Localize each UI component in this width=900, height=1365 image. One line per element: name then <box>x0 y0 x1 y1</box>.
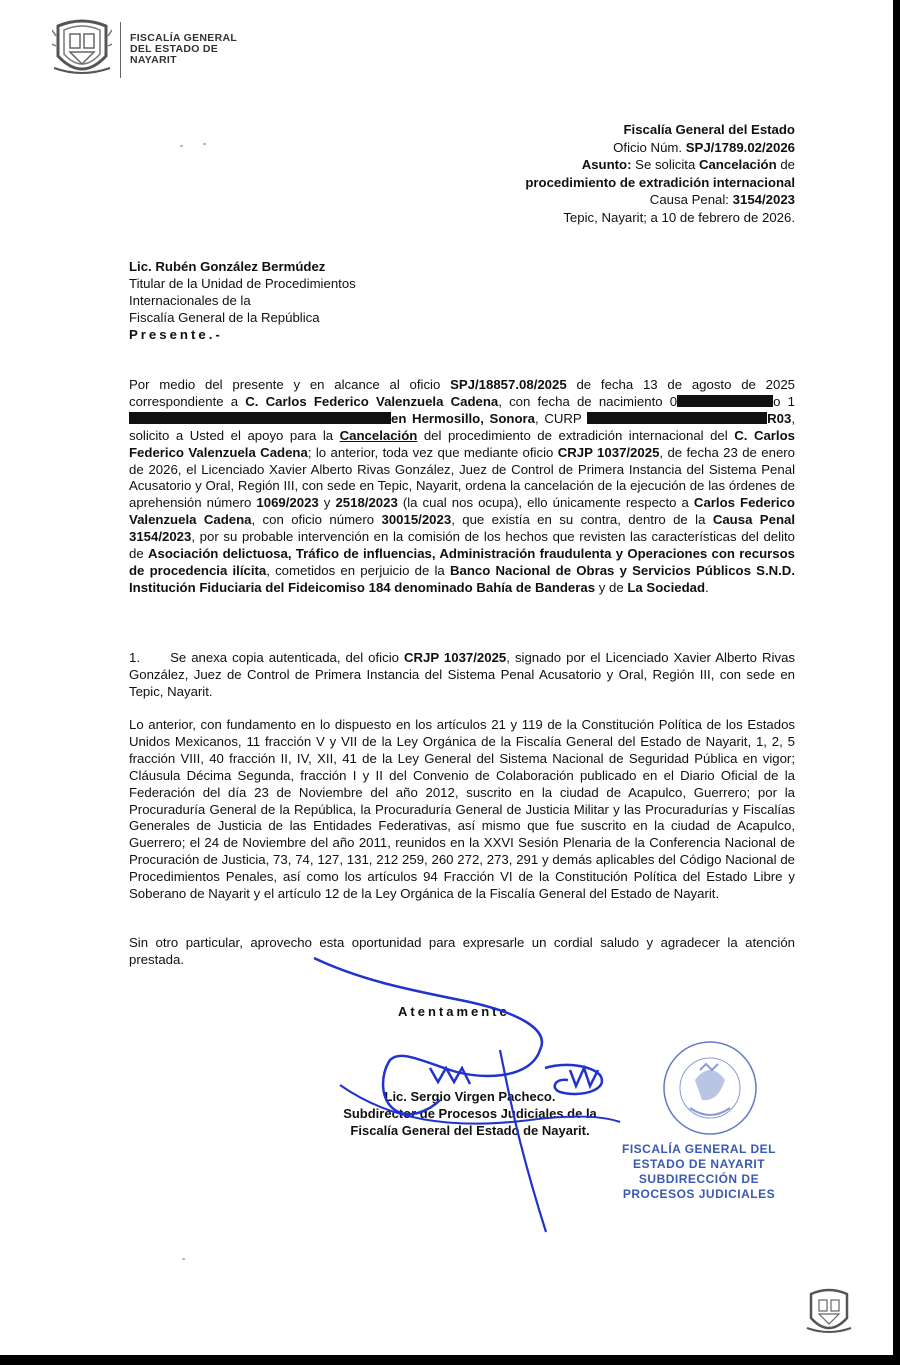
recipient-name: Lic. Rubén González Bermúdez <box>129 259 326 274</box>
redaction-bar <box>677 395 773 407</box>
scan-speck <box>203 143 206 145</box>
state-coat-of-arms-logo <box>52 16 112 80</box>
header-oficio: Oficio Núm. SPJ/1789.02/2026 <box>613 139 795 155</box>
redaction-bar <box>587 412 767 424</box>
scan-speck <box>180 145 183 147</box>
presente-label: Presente.- <box>129 327 223 342</box>
recipient-block: Lic. Rubén González Bermúdez Titular de la Unidad de Procedimientos Internacionales de la Fiscalía General de la República Presente.- <box>129 259 356 342</box>
scan-speck <box>182 1258 185 1260</box>
header-asunto-line2: procedimiento de extradición internacional <box>525 174 795 190</box>
paragraph-closing: Sin otro particular, aprovecho esta oportunidad para expresarle un cordial saludo y agradecer la atención prestada. <box>129 935 795 967</box>
paragraph-annex: 1. Se anexa copia autenticada, del oficio CRJP 1037/2025, signado por el Licenciado Xavier Alberto Rivas González, Juez de Control de Primera Instancia del Sistema Penal Acusatorio y Oral, Región III, con sede en Tepic, Nayarit. <box>129 650 799 699</box>
signer-block: Lic. Sergio Virgen Pacheco. Subdirector de Procesos Judiciales de la Fiscalía General del Estado de Nayarit. <box>300 1088 640 1139</box>
atentamente-label: Atentamente <box>398 1004 510 1019</box>
letterhead-divider <box>120 22 121 78</box>
paragraph-legal-basis: Lo anterior, con fundamento en lo dispuesto en los artículos 21 y 119 de la Constitución Política de los Estados Unidos Mexicanos, 11 fracción V y VII de la Ley Orgánica de la Fiscalía General del Estado de Nayarit, 1, 2, 5 fracción VIII, 40 fracción II, IV, XII, 41 de la Ley General del Sistema Nacional de Seguridad Pública en vigor; Cláusula Décima Segunda, fracción I y II del Convenio de Colaboración publicado en el Diario Oficial de la Federación del día 23 de Noviembre del año 2012, suscrito en la ciudad de Acapulco, Guerrero; por la Procuraduría General de la República, la Procuraduría General de Justicia Militar y las Procuradurías y Fiscalías Generales de Justicia de las Entidades Federativas, así mismo que fue suscrito en la ciudad de Acapulco, Guerrero; el 24 de Noviembre del año 2011, reunidos en la XXVI Sesión Plenaria de la Conferencia Nacional de Procuración de Justicia, 73, 74, 127, 131, 212 259, 260 272, 273, 291 y demás aplicables del Código Nacional de Procedimientos Penales, así como los artículos 94 Fracción VI de la Constitución Política del Estado Libre y Soberano de Nayarit y el artículo 12 de la Ley Orgánica de la Fiscalía General del Estado de Nayarit. <box>129 717 795 902</box>
header-place-date: Tepic, Nayarit; a 10 de febrero de 2026. <box>563 209 795 225</box>
header-institution: Fiscalía General del Estado <box>623 122 795 137</box>
header-asunto: Asunto: Se solicita Cancelación de <box>581 157 795 172</box>
redaction-bar <box>129 412 391 424</box>
letterhead-org-name: FISCALÍA GENERAL DEL ESTADO DE NAYARIT <box>130 32 238 66</box>
subdirection-stamp: FISCALÍA GENERAL DEL ESTADO DE NAYARIT SUBDIRECCIÓN DE PROCESOS JUDICIALES <box>621 1142 776 1201</box>
signer-name: Lic. Sergio Virgen Pacheco. <box>384 1089 556 1104</box>
state-coat-of-arms-logo-small <box>805 1286 853 1338</box>
handwritten-signature <box>300 950 660 1240</box>
header-causa: Causa Penal: 3154/2023 <box>649 192 795 207</box>
document-header <box>525 121 795 226</box>
paragraph-main-request: Por medio del presente y en alcance al oficio SPJ/18857.08/2025 de fecha 13 de agosto de 2025 correspondiente a C. Carlos Federico Valenzuela Cadena, con fecha de nacimiento 0 o 1en Hermosillo, Sonora, CURP R03, solicito a Usted el apoyo para la Cancelación del procedimiento de extradición internacional del C. Carlos Federico Valenzuela Cadena; lo anterior, toda vez que mediante oficio CRJP 1037/2025, de fecha 23 de enero de 2026, el Licenciado Xavier Alberto Rivas González, Juez de Control de Primera Instancia del Sistema Penal Acusatorio y Oral, Región III, con sede en Tepic, Nayarit, ordena la cancelación de la ejecución de las órdenes de aprehensión número 1069/2023 y 2518/2023 (la cual nos ocupa), ello únicamente respecto a Carlos Federico Valenzuela Cadena, con oficio número 30015/2023, que existía en su contra, dentro de la Causa Penal 3154/2023, por su probable intervención en la comisión de los hechos que revisten las características del delito de Asociación delictuosa, Tráfico de influencias, Administración fraudulenta y Operaciones con recursos de procedencia ilícita, cometidos en perjuicio de la Banco Nacional de Obras y Servicios Públicos S.N.D. Institución Fiduciaria del Fideicomiso 184 denominado Bahía de Banderas y de La Sociedad. <box>129 377 795 595</box>
